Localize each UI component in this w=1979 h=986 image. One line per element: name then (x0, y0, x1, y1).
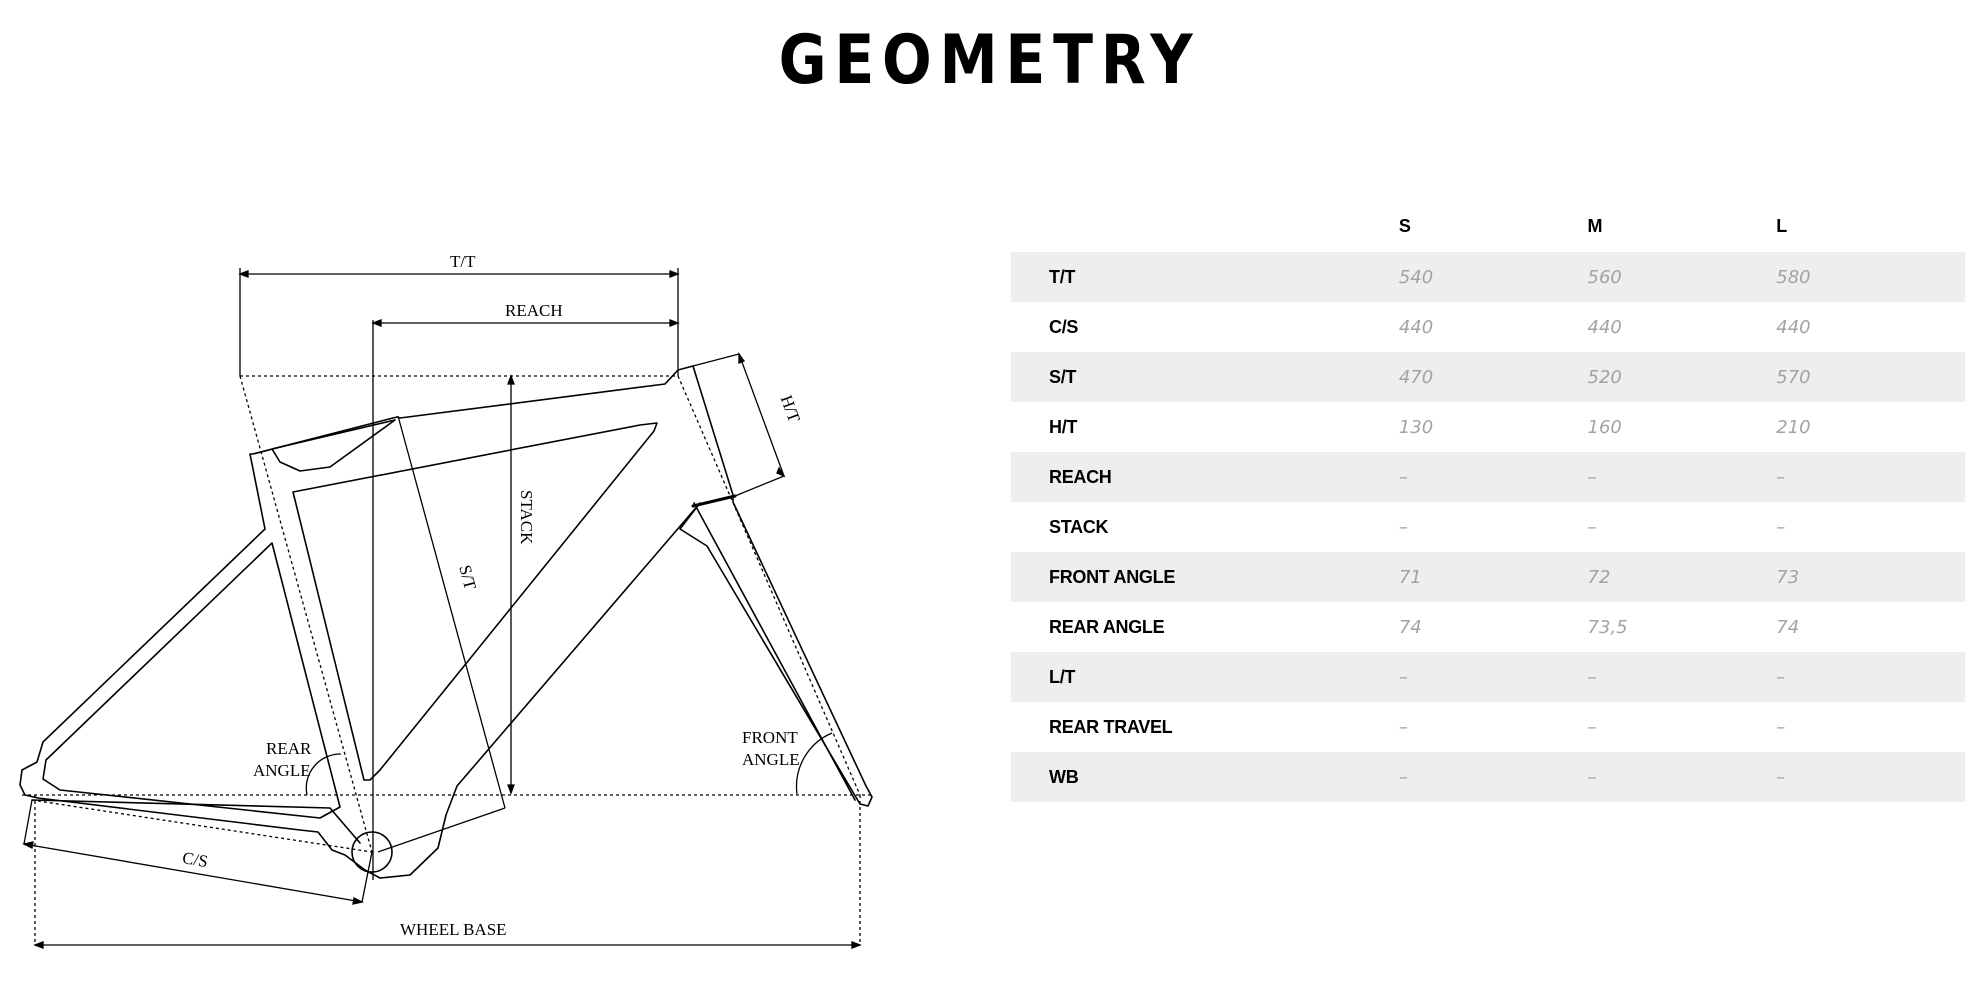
row-label: S/T (1011, 352, 1399, 402)
table-row (1011, 352, 1965, 402)
table-row (1011, 252, 1965, 302)
size-header-s: S (1398, 215, 1411, 236)
row-label: STACK (1049, 516, 1109, 537)
row-value: – (1776, 652, 1965, 702)
table-row (1011, 452, 1965, 502)
frame-geometry-diagram (0, 230, 900, 960)
label-rear-angle-1: REAR (266, 739, 312, 758)
table-row (1011, 752, 1965, 802)
front-triangle-inner (293, 423, 657, 780)
row-label: REACH (1011, 452, 1399, 502)
table-header-row (1011, 200, 1965, 252)
row-value: – (1399, 452, 1588, 502)
label-st: S/T (455, 562, 480, 592)
row-value: 74 (1776, 616, 1800, 638)
row-label: FRONT ANGLE (1011, 552, 1399, 602)
row-value: – (1776, 452, 1965, 502)
label-tt: T/T (450, 252, 476, 271)
row-label: T/T (1011, 252, 1399, 302)
table-row (1011, 602, 1965, 652)
row-value: 540 (1399, 252, 1588, 302)
label-front-angle-2: ANGLE (742, 750, 800, 769)
top-lug-inner (272, 420, 395, 471)
frame-outline (20, 366, 872, 878)
row-value: – (1588, 452, 1777, 502)
row-value: 210 (1776, 416, 1811, 438)
row-value: 440 (1776, 316, 1811, 338)
row-value: 580 (1776, 252, 1965, 302)
label-cs: C/S (180, 848, 210, 872)
head-tube-cap (693, 496, 735, 506)
table-row (1011, 402, 1965, 452)
row-value: – (1776, 752, 1965, 802)
row-value: – (1398, 716, 1408, 738)
row-value: 160 (1587, 416, 1622, 438)
row-value: 440 (1398, 316, 1434, 338)
page-title: GEOMETRY (778, 21, 1201, 100)
label-front-angle-1: FRONT (742, 728, 798, 747)
label-reach: REACH (505, 301, 563, 320)
table-row (1011, 502, 1965, 552)
size-header-l: L (1776, 215, 1788, 236)
label-wheel-base: WHEEL BASE (400, 920, 507, 939)
row-value: 73,5 (1587, 616, 1628, 638)
table-row (1011, 302, 1965, 352)
row-value: – (1587, 516, 1597, 538)
chain-stay-line (32, 800, 360, 843)
row-value: 520 (1588, 352, 1777, 402)
row-value: 72 (1588, 552, 1777, 602)
row-value: – (1399, 652, 1588, 702)
row-label: C/S (1049, 316, 1079, 337)
label-rear-angle-2: ANGLE (253, 761, 311, 780)
row-value: 440 (1587, 316, 1622, 338)
row-value: – (1588, 652, 1777, 702)
row-value: – (1776, 716, 1786, 738)
row-value: – (1398, 516, 1408, 538)
geometry-table (1011, 200, 1965, 802)
label-stack: STACK (517, 490, 536, 545)
row-value: – (1587, 716, 1597, 738)
table-row (1011, 652, 1965, 702)
row-label: REAR ANGLE (1049, 616, 1165, 637)
row-value: 570 (1776, 352, 1965, 402)
row-value: 470 (1399, 352, 1588, 402)
row-label: WB (1011, 752, 1399, 802)
label-ht: H/T (776, 392, 804, 425)
size-header-m: M (1587, 215, 1603, 236)
row-value: – (1399, 752, 1588, 802)
row-value: – (1588, 752, 1777, 802)
row-value: 73 (1776, 552, 1965, 602)
row-value: 74 (1398, 616, 1422, 638)
row-label: H/T (1049, 416, 1078, 437)
table-row (1011, 552, 1965, 602)
row-value: – (1776, 516, 1786, 538)
row-value: 71 (1399, 552, 1588, 602)
row-value: 130 (1398, 416, 1434, 438)
row-label: REAR TRAVEL (1049, 716, 1173, 737)
table-header-blank (1011, 200, 1399, 252)
table-row (1011, 702, 1965, 752)
row-label: L/T (1011, 652, 1399, 702)
row-value: 560 (1588, 252, 1777, 302)
